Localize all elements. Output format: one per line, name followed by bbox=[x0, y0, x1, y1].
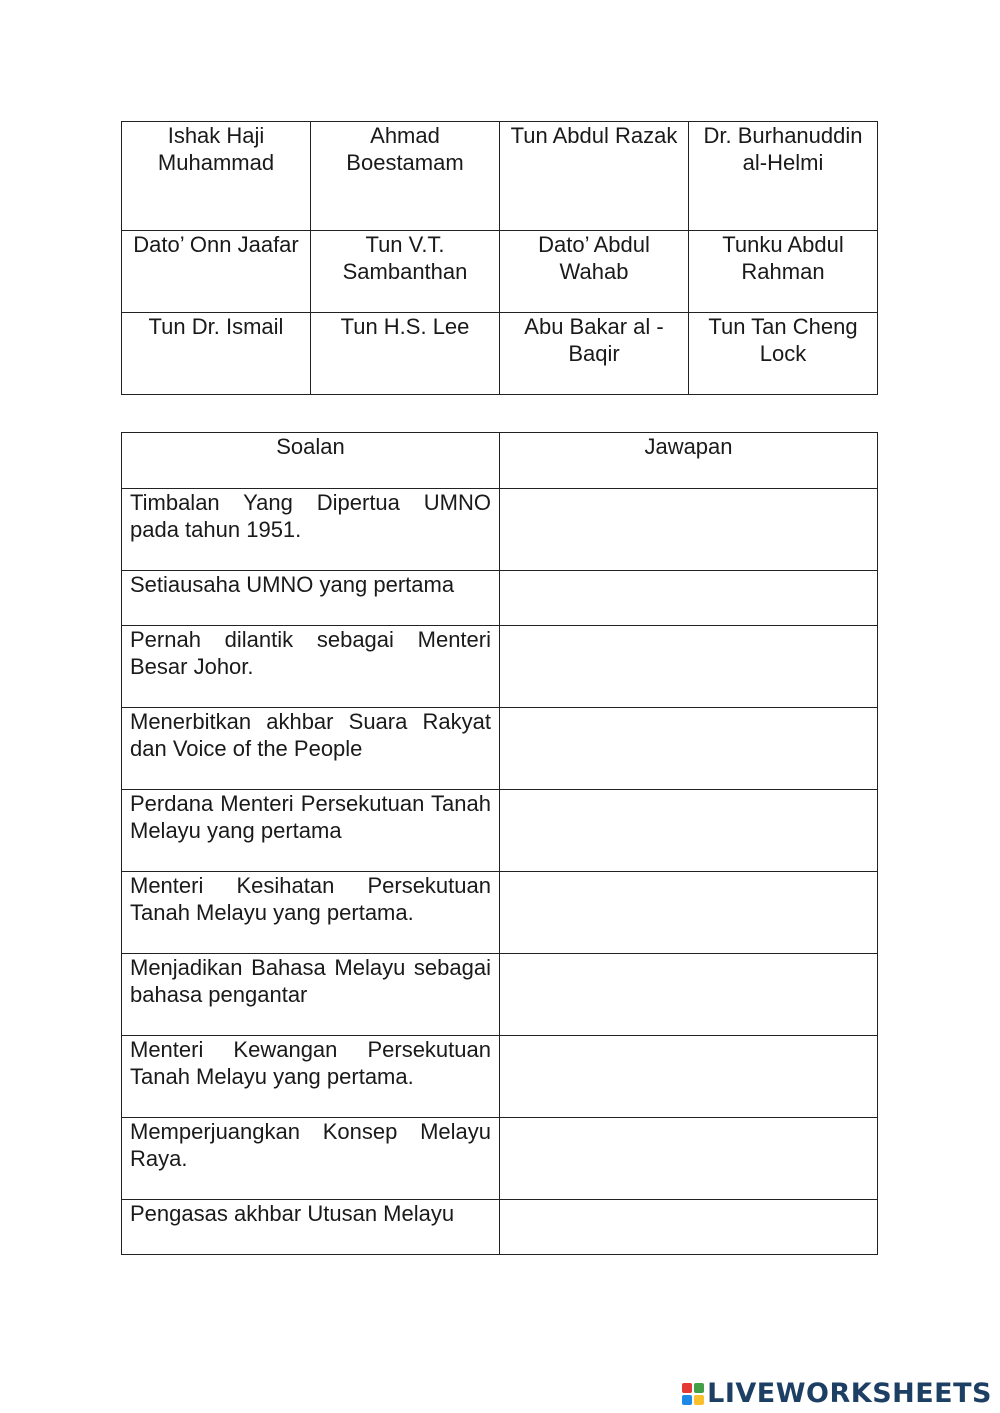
qa-row bbox=[122, 1118, 878, 1200]
name-cell: Abu Bakar al - Baqir bbox=[500, 313, 689, 395]
name-cell: Ahmad Boestamam bbox=[311, 122, 500, 231]
names-table bbox=[121, 121, 878, 395]
question-header: Soalan bbox=[122, 433, 500, 489]
answer-cell[interactable] bbox=[500, 1200, 878, 1255]
qa-row bbox=[122, 790, 878, 872]
names-row bbox=[122, 313, 878, 395]
qa-row bbox=[122, 626, 878, 708]
liveworksheets-logo bbox=[682, 1378, 992, 1409]
answer-header: Jawapan bbox=[500, 433, 878, 489]
answer-cell[interactable] bbox=[500, 954, 878, 1036]
answer-cell[interactable] bbox=[500, 790, 878, 872]
logo-square bbox=[694, 1383, 704, 1393]
question-cell: Menjadikan Bahasa Melayu sebagai bahasa pengantar bbox=[122, 954, 500, 1036]
question-cell: Timbalan Yang Dipertua UMNO pada tahun 1951. bbox=[122, 489, 500, 571]
names-row bbox=[122, 122, 878, 231]
name-cell: Tun V.T. Sambanthan bbox=[311, 231, 500, 313]
answer-cell[interactable] bbox=[500, 489, 878, 571]
question-cell: Menerbitkan akhbar Suara Rakyat dan Voice of the People bbox=[122, 708, 500, 790]
qa-row bbox=[122, 708, 878, 790]
name-cell: Dato’ Abdul Wahab bbox=[500, 231, 689, 313]
question-cell: Pengasas akhbar Utusan Melayu bbox=[122, 1200, 500, 1255]
question-cell: Menteri Kesihatan Persekutuan Tanah Melayu yang pertama. bbox=[122, 872, 500, 954]
question-cell: Setiausaha UMNO yang pertama bbox=[122, 571, 500, 626]
question-cell: Perdana Menteri Persekutuan Tanah Melayu yang pertama bbox=[122, 790, 500, 872]
qa-row bbox=[122, 489, 878, 571]
names-row bbox=[122, 231, 878, 313]
name-cell: Tun H.S. Lee bbox=[311, 313, 500, 395]
logo-square bbox=[682, 1395, 692, 1405]
name-cell: Ishak Haji Muhammad bbox=[122, 122, 311, 231]
question-answer-table bbox=[121, 432, 878, 1255]
answer-cell[interactable] bbox=[500, 571, 878, 626]
logo-text: LIVEWORKSHEETS bbox=[707, 1378, 992, 1409]
name-cell: Dato’ Onn Jaafar bbox=[122, 231, 311, 313]
answer-cell[interactable] bbox=[500, 1118, 878, 1200]
question-cell: Pernah dilantik sebagai Menteri Besar Johor. bbox=[122, 626, 500, 708]
qa-row bbox=[122, 1200, 878, 1255]
name-cell: Tun Dr. Ismail bbox=[122, 313, 311, 395]
qa-row bbox=[122, 1036, 878, 1118]
name-cell: Tun Tan Cheng Lock bbox=[689, 313, 878, 395]
qa-row bbox=[122, 954, 878, 1036]
answer-cell[interactable] bbox=[500, 708, 878, 790]
qa-row bbox=[122, 571, 878, 626]
logo-square bbox=[682, 1383, 692, 1393]
qa-row bbox=[122, 872, 878, 954]
question-cell: Memperjuangkan Konsep Melayu Raya. bbox=[122, 1118, 500, 1200]
logo-square bbox=[694, 1395, 704, 1405]
name-cell: Dr. Burhanuddin al-Helmi bbox=[689, 122, 878, 231]
name-cell: Tunku Abdul Rahman bbox=[689, 231, 878, 313]
question-cell: Menteri Kewangan Persekutuan Tanah Melayu yang pertama. bbox=[122, 1036, 500, 1118]
name-cell: Tun Abdul Razak bbox=[500, 122, 689, 231]
liveworksheets-logo-icon bbox=[682, 1383, 704, 1405]
answer-cell[interactable] bbox=[500, 626, 878, 708]
answer-cell[interactable] bbox=[500, 1036, 878, 1118]
answer-cell[interactable] bbox=[500, 872, 878, 954]
qa-header-row bbox=[122, 433, 878, 489]
